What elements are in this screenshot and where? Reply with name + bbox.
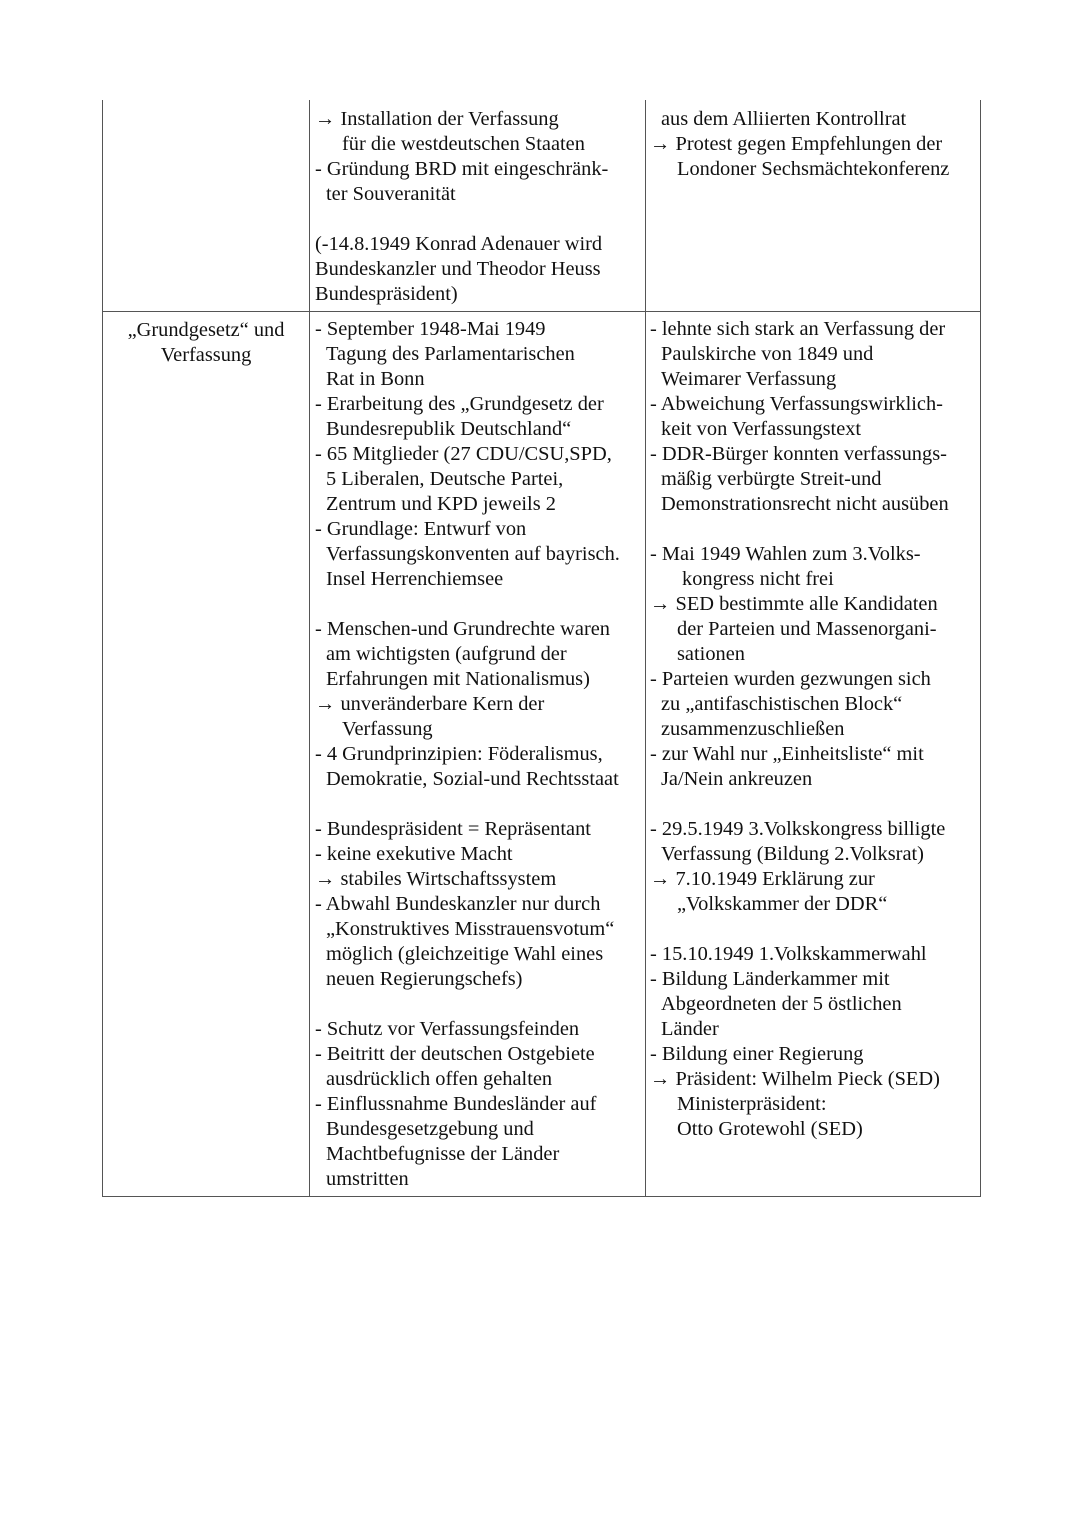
- cell-line: umstritten: [326, 1168, 409, 1190]
- cell-line: → unveränderbare Kern der: [315, 693, 545, 715]
- cell-line: Otto Grotewohl (SED): [677, 1118, 863, 1140]
- cell-line: - lehnte sich stark an Verfassung der: [650, 318, 946, 340]
- cell-line: der Parteien und Massenorgani-: [677, 618, 937, 640]
- cell-line: Verfassung: [160, 344, 252, 366]
- cell-line: → stabiles Wirtschaftssystem: [315, 868, 557, 890]
- cell-line: - Bildung Länderkammer mit: [650, 968, 890, 990]
- east-cell: [645, 100, 978, 311]
- cell-line: - September 1948-Mai 1949: [315, 318, 546, 340]
- topic-cell: [103, 100, 309, 311]
- cell-line: - Parteien wurden gezwungen sich: [650, 668, 931, 690]
- cell-line: Londoner Sechsmächtekonferenz: [677, 158, 950, 180]
- cell-line: ter Souveranität: [326, 183, 456, 205]
- topic-cell: [103, 312, 309, 1196]
- cell-line: zusammenzuschließen: [661, 718, 845, 740]
- cell-line: mäßig verbürgte Streit-und: [661, 468, 882, 490]
- cell-line: Zentrum und KPD jeweils 2: [326, 493, 556, 515]
- cell-line: - Gründung BRD mit eingeschränk-: [315, 158, 609, 180]
- cell-line: kongress nicht frei: [682, 568, 834, 590]
- cell-line: - Abweichung Verfassungswirklich-: [650, 393, 943, 415]
- cell-line: „Grundgesetz“ und: [127, 319, 285, 341]
- cell-line: - Grundlage: Entwurf von: [315, 518, 527, 540]
- cell-line: „Konstruktives Misstrauensvotum“: [326, 918, 615, 940]
- cell-line: Bundeskanzler und Theodor Heuss: [315, 258, 601, 280]
- blank-line: [315, 792, 645, 817]
- cell-line: → 7.10.1949 Erklärung zur: [650, 868, 875, 890]
- cell-line: sationen: [677, 643, 745, 665]
- cell-line: - Abwahl Bundeskanzler nur durch: [315, 893, 601, 915]
- cell-line: Rat in Bonn: [326, 368, 425, 390]
- cell-line: - Mai 1949 Wahlen zum 3.Volks-: [650, 543, 921, 565]
- cell-line: Abgeordneten der 5 östlichen: [661, 993, 902, 1015]
- cell-line: Insel Herrenchiemsee: [326, 568, 504, 590]
- cell-line: - Beitritt der deutschen Ostgebiete: [315, 1043, 595, 1065]
- cell-line: Verfassung: [342, 718, 433, 740]
- west-cell: [309, 100, 645, 311]
- cell-line: keit von Verfassungstext: [661, 418, 862, 440]
- cell-line: Erfahrungen mit Nationalismus): [326, 668, 590, 690]
- blank-line: [315, 992, 645, 1017]
- blank-line: [650, 792, 978, 817]
- cell-line: - keine exekutive Macht: [315, 843, 513, 865]
- comparison-table: [102, 100, 981, 1197]
- cell-line: zu „antifaschistischen Block“: [661, 693, 903, 715]
- east-cell: [645, 312, 978, 1196]
- cell-line: Bundesrepublik Deutschland“: [326, 418, 572, 440]
- cell-line: Ministerpräsident:: [677, 1093, 827, 1115]
- cell-line: → Protest gegen Empfehlungen der: [650, 133, 943, 155]
- cell-line: Machtbefugnisse der Länder: [326, 1143, 560, 1165]
- cell-line: Weimarer Verfassung: [661, 368, 837, 390]
- cell-line: - Bundespräsident = Repräsentant: [315, 818, 591, 840]
- blank-line: [650, 517, 978, 542]
- cell-line: - DDR-Bürger konnten verfassungs-: [650, 443, 947, 465]
- blank-line: [650, 917, 978, 942]
- cell-line: Demonstrationsrecht nicht ausüben: [661, 493, 949, 515]
- cell-line: - Menschen-und Grundrechte waren: [315, 618, 610, 640]
- cell-line: → Präsident: Wilhelm Pieck (SED): [650, 1068, 940, 1090]
- cell-line: - Bildung einer Regierung: [650, 1043, 864, 1065]
- cell-line: → Installation der Verfassung: [315, 108, 559, 130]
- cell-line: - 15.10.1949 1.Volkskammerwahl: [650, 943, 927, 965]
- cell-line: Verfassungskonventen auf bayrisch.: [326, 543, 620, 565]
- cell-line: → SED bestimmte alle Kandidaten: [650, 593, 938, 615]
- cell-line: - Erarbeitung des „Grundgesetz der: [315, 393, 604, 415]
- cell-line: Bundesgesetzgebung und: [326, 1118, 534, 1140]
- cell-line: Ja/Nein ankreuzen: [661, 768, 813, 790]
- cell-line: Demokratie, Sozial-und Rechtsstaat: [326, 768, 619, 790]
- cell-line: - 4 Grundprinzipien: Föderalismus,: [315, 743, 603, 765]
- blank-line: [315, 592, 645, 617]
- cell-line: - Einflussnahme Bundesländer auf: [315, 1093, 597, 1115]
- west-cell: [309, 312, 645, 1196]
- cell-line: am wichtigsten (aufgrund der: [326, 643, 567, 665]
- cell-line: - 29.5.1949 3.Volkskongress billigte: [650, 818, 946, 840]
- cell-line: - 65 Mitglieder (27 CDU/CSU,SPD,: [315, 443, 612, 465]
- cell-line: ausdrücklich offen gehalten: [326, 1068, 553, 1090]
- table-row-continuation: [103, 100, 980, 311]
- table-row-grundgesetz: [103, 311, 980, 1196]
- cell-line: neuen Regierungschefs): [326, 968, 523, 990]
- cell-line: für die westdeutschen Staaten: [342, 133, 585, 155]
- blank-line: [315, 207, 645, 232]
- cell-line: möglich (gleichzeitige Wahl eines: [326, 943, 604, 965]
- cell-line: - zur Wahl nur „Einheitsliste“ mit: [650, 743, 924, 765]
- cell-line: Bundespräsident): [315, 283, 458, 305]
- cell-line: (-14.8.1949 Konrad Adenauer wird: [315, 233, 603, 255]
- cell-line: Länder: [661, 1018, 719, 1040]
- cell-line: Verfassung (Bildung 2.Volksrat): [661, 843, 924, 865]
- cell-line: - Schutz vor Verfassungsfeinden: [315, 1018, 580, 1040]
- cell-line: Paulskirche von 1849 und: [661, 343, 874, 365]
- cell-line: 5 Liberalen, Deutsche Partei,: [326, 468, 564, 490]
- cell-line: Tagung des Parlamentarischen: [326, 343, 575, 365]
- cell-line: aus dem Alliierten Kontrollrat: [661, 108, 907, 130]
- cell-line: „Volkskammer der DDR“: [677, 893, 888, 915]
